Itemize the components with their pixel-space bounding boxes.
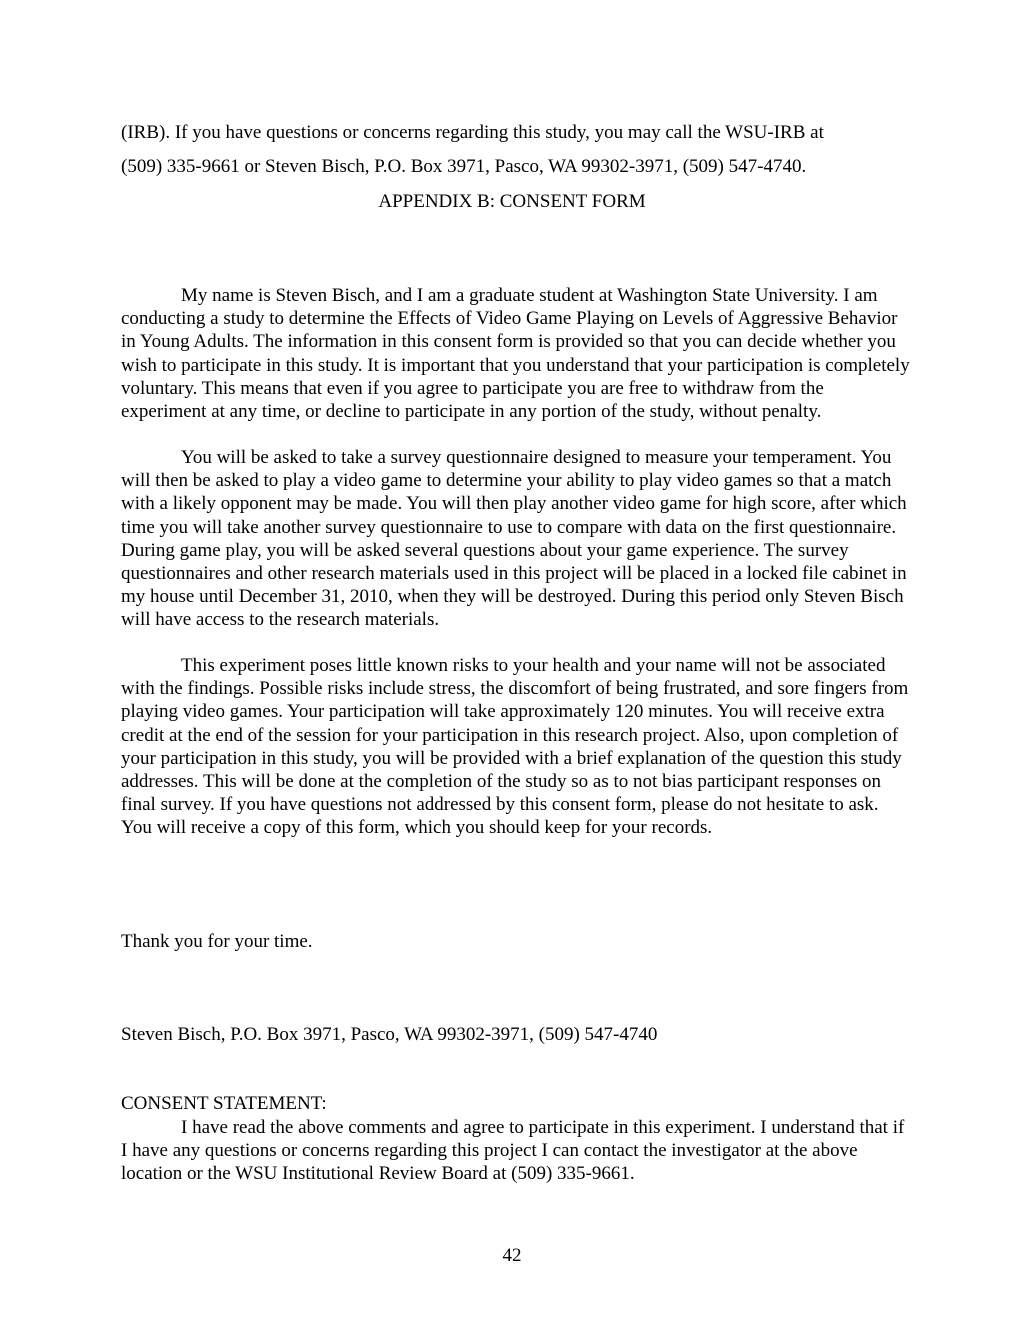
continuation-line-2: (509) 335-9661 or Steven Bisch, P.O. Box 3971, Pasco, WA 99302-3971, (509) 547-4740. [121, 156, 807, 177]
page-number: 42 [502, 1245, 522, 1266]
consent-heading: CONSENT STATEMENT: [121, 1093, 327, 1114]
paragraph-procedure: You will be asked to take a survey questionnaire designed to measure your temperament. You will then be asked to play a video game to determine your ability to play video games so that a match with a likely opponent may be made. You will then play another video game for high score, after which time you will take another survey questionnaire to use to compare with data on the first questionnaire. During game play, you will be asked several questions about your game experience. The survey questionnaires and other research materials used in this project will be placed in a locked file cabinet in my house until December 31, 2010, when they will be destroyed. During this period only Steven Bisch will have access to the research materials. [121, 447, 907, 631]
contact-line: Steven Bisch, P.O. Box 3971, Pasco, WA 99302-3971, (509) 547-4740 [121, 1024, 658, 1045]
consent-statement-text: I have read the above comments and agree to participate in this experiment. I understand that if I have any questions or concerns regarding this project I can contact the investigator at the above location or the WSU Institutional Review Board at (509) 335-9661. [121, 1117, 905, 1185]
continuation-line-1: (IRB). If you have questions or concerns regarding this study, you may call the WSU-IRB at [121, 122, 824, 143]
paragraph-risks: This experiment poses little known risks to your health and your name will not be associated with the findings. Possible risks include stress, the discomfort of being frustrated, and sore fingers from playing video games. Your participation will take approximately 120 minutes. You will receive extra credit at the end of the session for your participation in this research project. Also, upon completion of your participation in this study, you will be provided with a brief explanation of the question this study addresses. This will be done at the completion of the study so as to not bias participant responses on final survey. If you have questions not addressed by this consent form, please do not hesitate to ask. You will receive a copy of this form, which you should keep for your records. [121, 655, 909, 839]
paragraph-intro: My name is Steven Bisch, and I am a graduate student at Washington State University. I am conducting a study to determine the Effects of Video Game Playing on Levels of Aggressive Behavior in Young Adults. The information in this consent form is provided so that you can decide whether you wish to participate in this study. It is important that you understand that your participation is completely voluntary. This means that even if you agree to participate you are free to withdraw from the experiment at any time, or decline to participate in any portion of the study, without penalty. [121, 285, 910, 423]
thank-you-line: Thank you for your time. [121, 931, 313, 952]
appendix-title: APPENDIX B: CONSENT FORM [378, 191, 646, 212]
